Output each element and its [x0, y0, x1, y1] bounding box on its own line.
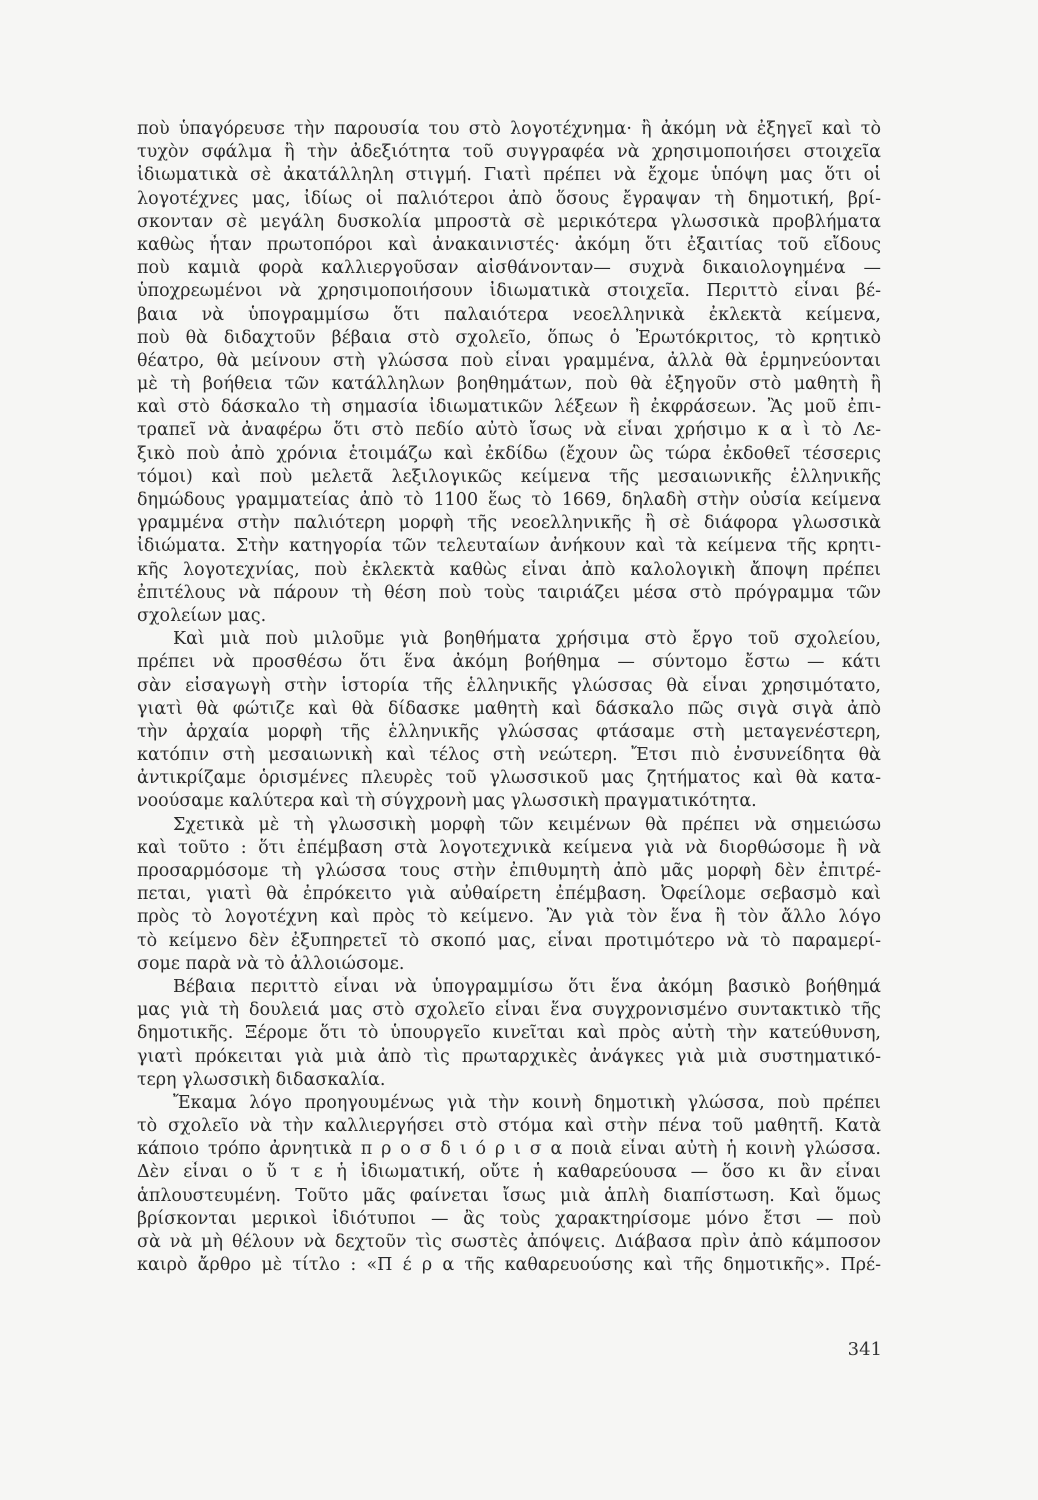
text-line: βαια νὰ ὑπογραμμίσω ὅτι παλαιότερα νεοελληνικὰ ἐκλεκτὰ κείμενα, — [137, 304, 881, 325]
text-line: τὸ κείμενο δὲν ἐξυπηρετεῖ τὸ σκοπό μας, εἶναι προτιμότερο νὰ τὸ παραμερί- — [137, 930, 881, 951]
text-line: ἀντικρίζαμε ὁρισμένες πλευρὲς τοῦ γλωσσικοῦ μας ζητήματος καὶ θὰ κατα- — [137, 768, 881, 789]
text-line: ποὺ θὰ διδαχτοῦν βέβαια στὸ σχολεῖο, ὅπως ὁ Ἐρωτόκριτος, τὸ κρητικὸ — [137, 327, 881, 348]
text-line: νοούσαμε καλύτερα καὶ τὴ σύγχρονὴ μας γλωσσικὴ πραγματικότητα. — [137, 791, 757, 812]
text-line: σομε παρὰ νὰ τὸ ἀλλοιώσομε. — [137, 953, 405, 974]
text-line: Ἔκαμα λόγο προηγουμένως γιὰ τὴν κοινὴ δημοτικὴ γλώσσα, ποὺ πρέπει — [173, 1092, 881, 1113]
text-line: Δὲν εἶναι ο ὔ τ ε ἡ ἰδιωματική, οὔτε ἡ καθαρεύουσα — ὅσο κι ἂν εἶναι — [137, 1162, 881, 1183]
text-line: κάποιο τρόπο ἀρνητικὰ π ρ ο σ δ ι ό ρ ι σ α ποιὰ εἶναι αὐτὴ ἡ κοινὴ γλώσσα. — [137, 1139, 881, 1160]
text-line: πρέπει νὰ προσθέσω ὅτι ἕνα ἀκόμη βοήθημα — σύντομο ἔστω — κάτι — [137, 652, 881, 673]
text-line: τὴν ἀρχαία μορφὴ τῆς ἑλληνικῆς γλώσσας φτάσαμε στὴ μεταγενέστερη, — [137, 721, 881, 742]
text-line: ξικὸ ποὺ ἀπὸ χρόνια ἑτοιμάζω καὶ ἐκδίδω (ἔχουν ὣς τώρα ἐκδοθεῖ τέσσερις — [137, 443, 881, 464]
text-line: ὑποχρεωμένοι νὰ χρησιμοποιήσουν ἰδιωματικὰ στοιχεῖα. Περιττὸ εἶναι βέ- — [137, 281, 881, 302]
text-line: καὶ τοῦτο : ὅτι ἐπέμβαση στὰ λογοτεχνικὰ κείμενα γιὰ νὰ διορθώσομε ἢ νὰ — [137, 837, 881, 858]
text-line: κατόπιν στὴ μεσαιωνικὴ καὶ τέλος στὴ νεώτερη. Ἔτσι πιὸ ἐνσυνείδητα θὰ — [137, 745, 881, 766]
text-line: Σχετικὰ μὲ τὴ γλωσσικὴ μορφὴ τῶν κειμένων θὰ πρέπει νὰ σημειώσω — [173, 814, 881, 835]
text-line: λογοτέχνες μας, ἰδίως οἱ παλιότεροι ἀπὸ ὅσους ἔγραψαν τὴ δημοτική, βρί- — [137, 188, 881, 209]
text-line: βρίσκονται μερικοὶ ἰδιότυποι — ἂς τοὺς χαρακτηρίσομε μόνο ἔτσι — ποὺ — [137, 1208, 881, 1229]
text-line: γραμμένα στὴν παλιότερη μορφὴ τῆς νεοελληνικῆς ἢ σὲ διάφορα γλωσσικὰ — [137, 513, 881, 534]
text-line: κῆς λογοτεχνίας, ποὺ ἐκλεκτὰ καθὼς εἶναι ἀπὸ καλολογικὴ ἄποψη πρέπει — [137, 559, 881, 580]
text-line: θέατρο, θὰ μείνουν στὴ γλώσσα ποὺ εἶναι γραμμένα, ἀλλὰ θὰ ἑρμηνεύονται — [137, 350, 881, 371]
text-line: ἰδιώματα. Στὴν κατηγορία τῶν τελευταίων ἀνήκουν καὶ τὰ κείμενα τῆς κρητι- — [137, 536, 881, 557]
text-line: καθὼς ἦταν πρωτοπόροι καὶ ἀνακαινιστές· ἀκόμη ὅτι ἐξαιτίας τοῦ εἴδους — [137, 234, 881, 255]
text-line: Βέβαια περιττὸ εἶναι νὰ ὑπογραμμίσω ὅτι ἕνα ἀκόμη βασικὸ βοήθημά — [173, 976, 881, 997]
page-number: 341 — [847, 1339, 882, 1360]
text-line: δημώδους γραμματείας ἀπὸ τὸ 1100 ἕως τὸ 1669, δηλαδὴ στὴν οὐσία κείμενα — [137, 490, 881, 510]
text-line: πεται, γιατὶ θὰ ἐπρόκειτο γιὰ αὐθαίρετη ἐπέμβαση. Ὀφείλομε σεβασμὸ καὶ — [137, 884, 881, 905]
text-line: ποὺ ὑπαγόρευσε τὴν παρουσία του στὸ λογοτέχνημα· ἢ ἀκόμη νὰ ἐξηγεῖ καὶ τὸ — [137, 119, 881, 139]
text-line: σὰ νὰ μὴ θέλουν νὰ δεχτοῦν τὶς σωστὲς ἀπόψεις. Διάβασα πρὶν ἀπὸ κάμποσον — [137, 1232, 881, 1252]
body-text — [137, 118, 881, 1277]
text-line: Καὶ μιὰ ποὺ μιλοῦμε γιὰ βοηθήματα χρήσιμα στὸ ἔργο τοῦ σχολείου, — [173, 629, 881, 650]
text-line: τραπεῖ νὰ ἀναφέρω ὅτι στὸ πεδίο αὐτὸ ἴσως νὰ εἶναι χρήσιμο κ α ὶ τὸ Λε- — [137, 420, 881, 441]
text-line: πρὸς τὸ λογοτέχνη καὶ πρὸς τὸ κείμενο. Ἂν γιὰ τὸν ἕνα ἢ τὸν ἄλλο λόγο — [137, 907, 881, 928]
text-line: σκονταν σὲ μεγάλη δυσκολία μπροστὰ σὲ μερικότερα γλωσσικὰ προβλήματα — [137, 211, 881, 232]
text-line: σχολείων μας. — [137, 605, 267, 626]
text-line: γιατὶ πρόκειται γιὰ μιὰ ἀπὸ τὶς πρωταρχικὲς ἀνάγκες γιὰ μιὰ συστηματικό- — [137, 1046, 881, 1067]
text-line: ἁπλουστευμένη. Τοῦτο μᾶς φαίνεται ἴσως μιὰ ἁπλὴ διαπίστωση. Καὶ ὅμως — [137, 1185, 881, 1206]
text-line: μας γιὰ τὴ δουλειά μας στὸ σχολεῖο εἶναι ἕνα συγχρονισμένο συντακτικὸ τῆς — [137, 1000, 881, 1021]
text-line: τὸ σχολεῖο νὰ τὴν καλλιεργήσει στὸ στόμα καὶ στὴν πένα τοῦ μαθητῆ. Κατὰ — [137, 1116, 881, 1137]
text-line: δημοτικῆς. Ξέρομε ὅτι τὸ ὑπουργεῖο κινεῖται καὶ πρὸς αὐτὴ τὴν κατεύθυνση, — [137, 1023, 881, 1044]
text-line: τυχὸν σφάλμα ἢ τὴν ἀδεξιότητα τοῦ συγγραφέα νὰ χρησιμοποιήσει στοιχεῖα — [137, 142, 881, 163]
text-line: μὲ τὴ βοήθεια τῶν κατάλληλων βοηθημάτων, ποὺ θὰ ἐξηγοῦν στὸ μαθητὴ ἢ — [137, 374, 881, 395]
text-line: ἐπιτέλους νὰ πάρουν τὴ θέση ποὺ τοὺς ταιριάζει μέσα στὸ πρόγραμμα τῶν — [137, 582, 881, 603]
text-line: ἰδιωματικὰ σὲ ἀκατάλληλη στιγμή. Γιατὶ πρέπει νὰ ἔχομε ὑπόψη μας ὅτι οἱ — [137, 165, 881, 186]
text-line: ποὺ καμιὰ φορὰ καλλιεργοῦσαν αἰσθάνονταν— συχνὰ δικαιολογημένα — — [137, 258, 881, 279]
text-line: τερη γλωσσικὴ διδασκαλία. — [137, 1069, 386, 1090]
text-line: τόμοι) καὶ ποὺ μελετᾶ λεξιλογικῶς κείμενα τῆς μεσαιωνικῆς ἑλληνικῆς — [137, 466, 881, 487]
text-line: καιρὸ ἄρθρο μὲ τίτλο : «Π έ ρ α τῆς καθαρευούσης καὶ τῆς δημοτικῆς». Πρέ- — [137, 1255, 881, 1276]
text-line: γιατὶ θὰ φώτιζε καὶ θὰ δίδασκε μαθητὴ καὶ δάσκαλο πῶς σιγὰ σιγὰ ἀπὸ — [137, 698, 881, 719]
text-line: προσαρμόσομε τὴ γλώσσα τους στὴν ἐπιθυμητὴ ἀπὸ μᾶς μορφὴ δὲν ἐπιτρέ- — [137, 861, 881, 881]
text-line: καὶ στὸ δάσκαλο τὴ σημασία ἰδιωματικῶν λέξεων ἢ ἐκφράσεων. Ἂς μοῦ ἐπι- — [137, 397, 881, 418]
text-line: σὰν εἰσαγωγὴ στὴν ἱστορία τῆς ἑλληνικῆς γλώσσας θὰ εἶναι χρησιμότατο, — [137, 675, 881, 696]
